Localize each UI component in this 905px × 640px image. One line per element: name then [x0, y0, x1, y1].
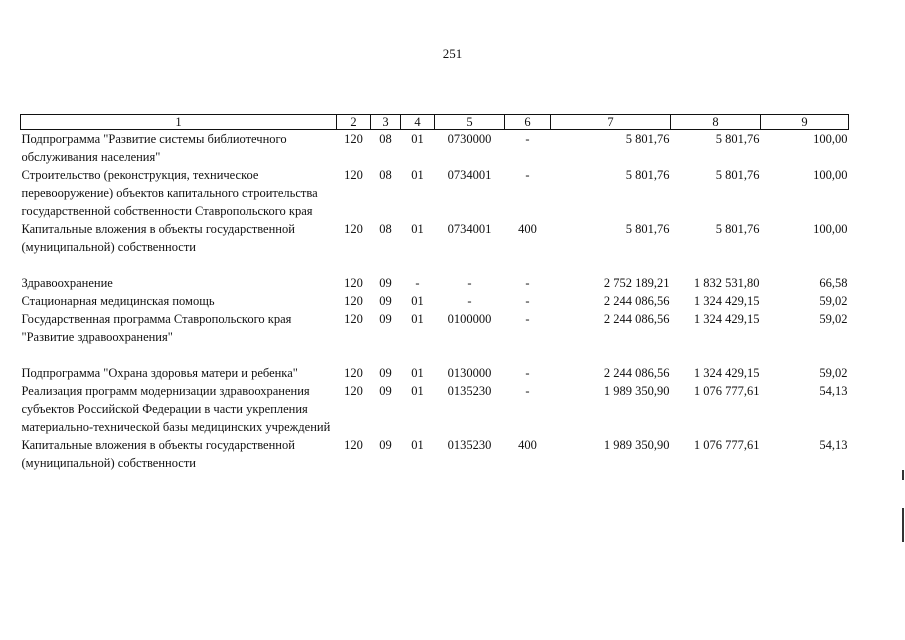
cell-ministry: 120	[344, 168, 363, 182]
cell-target-article: 0135230	[447, 438, 492, 452]
cell-target-article: 0734001	[447, 222, 492, 236]
cell-actual: 5 801,76	[715, 168, 760, 182]
cell-expense-type: -	[525, 132, 530, 146]
cell-target-article: 0135230	[447, 384, 492, 398]
spacer-row	[21, 346, 849, 364]
cell-actual: 1 076 777,61	[693, 384, 760, 398]
cell-ministry: 120	[344, 132, 363, 146]
cell-subsection: 01	[411, 222, 424, 236]
cell-plan: 2 752 189,21	[603, 276, 670, 290]
cell-actual: 1 076 777,61	[693, 438, 760, 452]
cell-percent: 66,58	[819, 276, 848, 290]
cell-percent: 59,02	[819, 312, 848, 326]
cell-ministry: 120	[344, 312, 363, 326]
table-row	[21, 220, 849, 256]
column-header: 2	[337, 115, 371, 130]
table-row	[21, 310, 849, 346]
table-row	[21, 292, 849, 310]
row-name: Строительство (реконструкция, техническое перевооружение) объектов капитального строительства государственной собственности Ставропольского края	[21, 168, 318, 218]
cell-subsection: 01	[411, 312, 424, 326]
cell-target-article: 0730000	[447, 132, 492, 146]
table-row	[21, 364, 849, 382]
column-number-row	[21, 115, 849, 130]
column-header: 1	[21, 115, 337, 130]
cell-ministry: 120	[344, 366, 363, 380]
cell-subsection: 01	[411, 438, 424, 452]
row-name: Подпрограмма "Развитие системы библиотечного обслуживания населения"	[21, 132, 287, 164]
cell-plan: 2 244 086,56	[603, 294, 670, 308]
cell-percent: 59,02	[819, 294, 848, 308]
cell-plan: 1 989 350,90	[603, 438, 670, 452]
row-name: Государственная программа Ставропольского края "Развитие здравоохранения"	[21, 312, 292, 344]
cell-section: 08	[379, 168, 392, 182]
cell-ministry: 120	[344, 222, 363, 236]
cell-ministry: 120	[344, 294, 363, 308]
row-name: Капитальные вложения в объекты государственной (муниципальной) собственности	[21, 438, 295, 470]
cell-plan: 5 801,76	[625, 222, 670, 236]
table-row	[21, 130, 849, 167]
cell-actual: 1 324 429,15	[693, 312, 760, 326]
cell-expense-type: -	[525, 312, 530, 326]
cell-subsection: 01	[411, 168, 424, 182]
cell-section: 09	[379, 384, 392, 398]
column-header: 9	[761, 115, 849, 130]
cell-target-article: -	[467, 276, 472, 290]
cell-target-article: 0130000	[447, 366, 492, 380]
cell-expense-type: -	[525, 384, 530, 398]
cell-plan: 5 801,76	[625, 132, 670, 146]
scan-edge-mark	[902, 470, 904, 480]
cell-expense-type: 400	[518, 222, 537, 236]
cell-percent: 54,13	[819, 384, 848, 398]
cell-percent: 100,00	[813, 222, 848, 236]
cell-target-article: -	[467, 294, 472, 308]
cell-subsection: 01	[411, 384, 424, 398]
cell-ministry: 120	[344, 384, 363, 398]
cell-expense-type: 400	[518, 438, 537, 452]
scan-edge-mark	[902, 508, 904, 542]
table-row	[21, 382, 849, 436]
table-row	[21, 436, 849, 472]
cell-plan: 5 801,76	[625, 168, 670, 182]
column-header: 3	[371, 115, 401, 130]
cell-percent: 59,02	[819, 366, 848, 380]
table-row	[21, 166, 849, 220]
cell-actual: 5 801,76	[715, 222, 760, 236]
cell-percent: 100,00	[813, 132, 848, 146]
cell-section: 09	[379, 294, 392, 308]
cell-section: 09	[379, 438, 392, 452]
cell-actual: 1 324 429,15	[693, 366, 760, 380]
row-name: Подпрограмма "Охрана здоровья матери и ребенка"	[21, 366, 298, 380]
spacer-row	[21, 256, 849, 274]
cell-subsection: 01	[411, 294, 424, 308]
cell-plan: 1 989 350,90	[603, 384, 670, 398]
cell-section: 09	[379, 276, 392, 290]
cell-section: 08	[379, 222, 392, 236]
row-name: Капитальные вложения в объекты государственной (муниципальной) собственности	[21, 222, 295, 254]
cell-subsection: 01	[411, 366, 424, 380]
column-header: 4	[401, 115, 435, 130]
cell-subsection: -	[415, 276, 420, 290]
cell-plan: 2 244 086,56	[603, 312, 670, 326]
table-row	[21, 274, 849, 292]
cell-actual: 1 324 429,15	[693, 294, 760, 308]
budget-table	[20, 114, 849, 472]
cell-ministry: 120	[344, 438, 363, 452]
cell-expense-type: -	[525, 366, 530, 380]
row-name: Реализация программ модернизации здравоохранения субъектов Российской Федерации в части укрепления материально-технической базы медицинских учреждений	[21, 384, 331, 434]
cell-subsection: 01	[411, 132, 424, 146]
cell-actual: 5 801,76	[715, 132, 760, 146]
column-header: 8	[671, 115, 761, 130]
cell-expense-type: -	[525, 294, 530, 308]
column-header: 7	[551, 115, 671, 130]
page-number: 251	[442, 46, 463, 61]
cell-expense-type: -	[525, 276, 530, 290]
cell-target-article: 0100000	[447, 312, 492, 326]
column-header: 5	[435, 115, 505, 130]
cell-section: 08	[379, 132, 392, 146]
cell-ministry: 120	[344, 276, 363, 290]
cell-actual: 1 832 531,80	[693, 276, 760, 290]
cell-section: 09	[379, 366, 392, 380]
row-name: Стационарная медицинская помощь	[21, 294, 215, 308]
cell-percent: 100,00	[813, 168, 848, 182]
cell-percent: 54,13	[819, 438, 848, 452]
column-header: 6	[505, 115, 551, 130]
row-name: Здравоохранение	[21, 276, 113, 290]
cell-section: 09	[379, 312, 392, 326]
cell-expense-type: -	[525, 168, 530, 182]
cell-target-article: 0734001	[447, 168, 492, 182]
cell-plan: 2 244 086,56	[603, 366, 670, 380]
